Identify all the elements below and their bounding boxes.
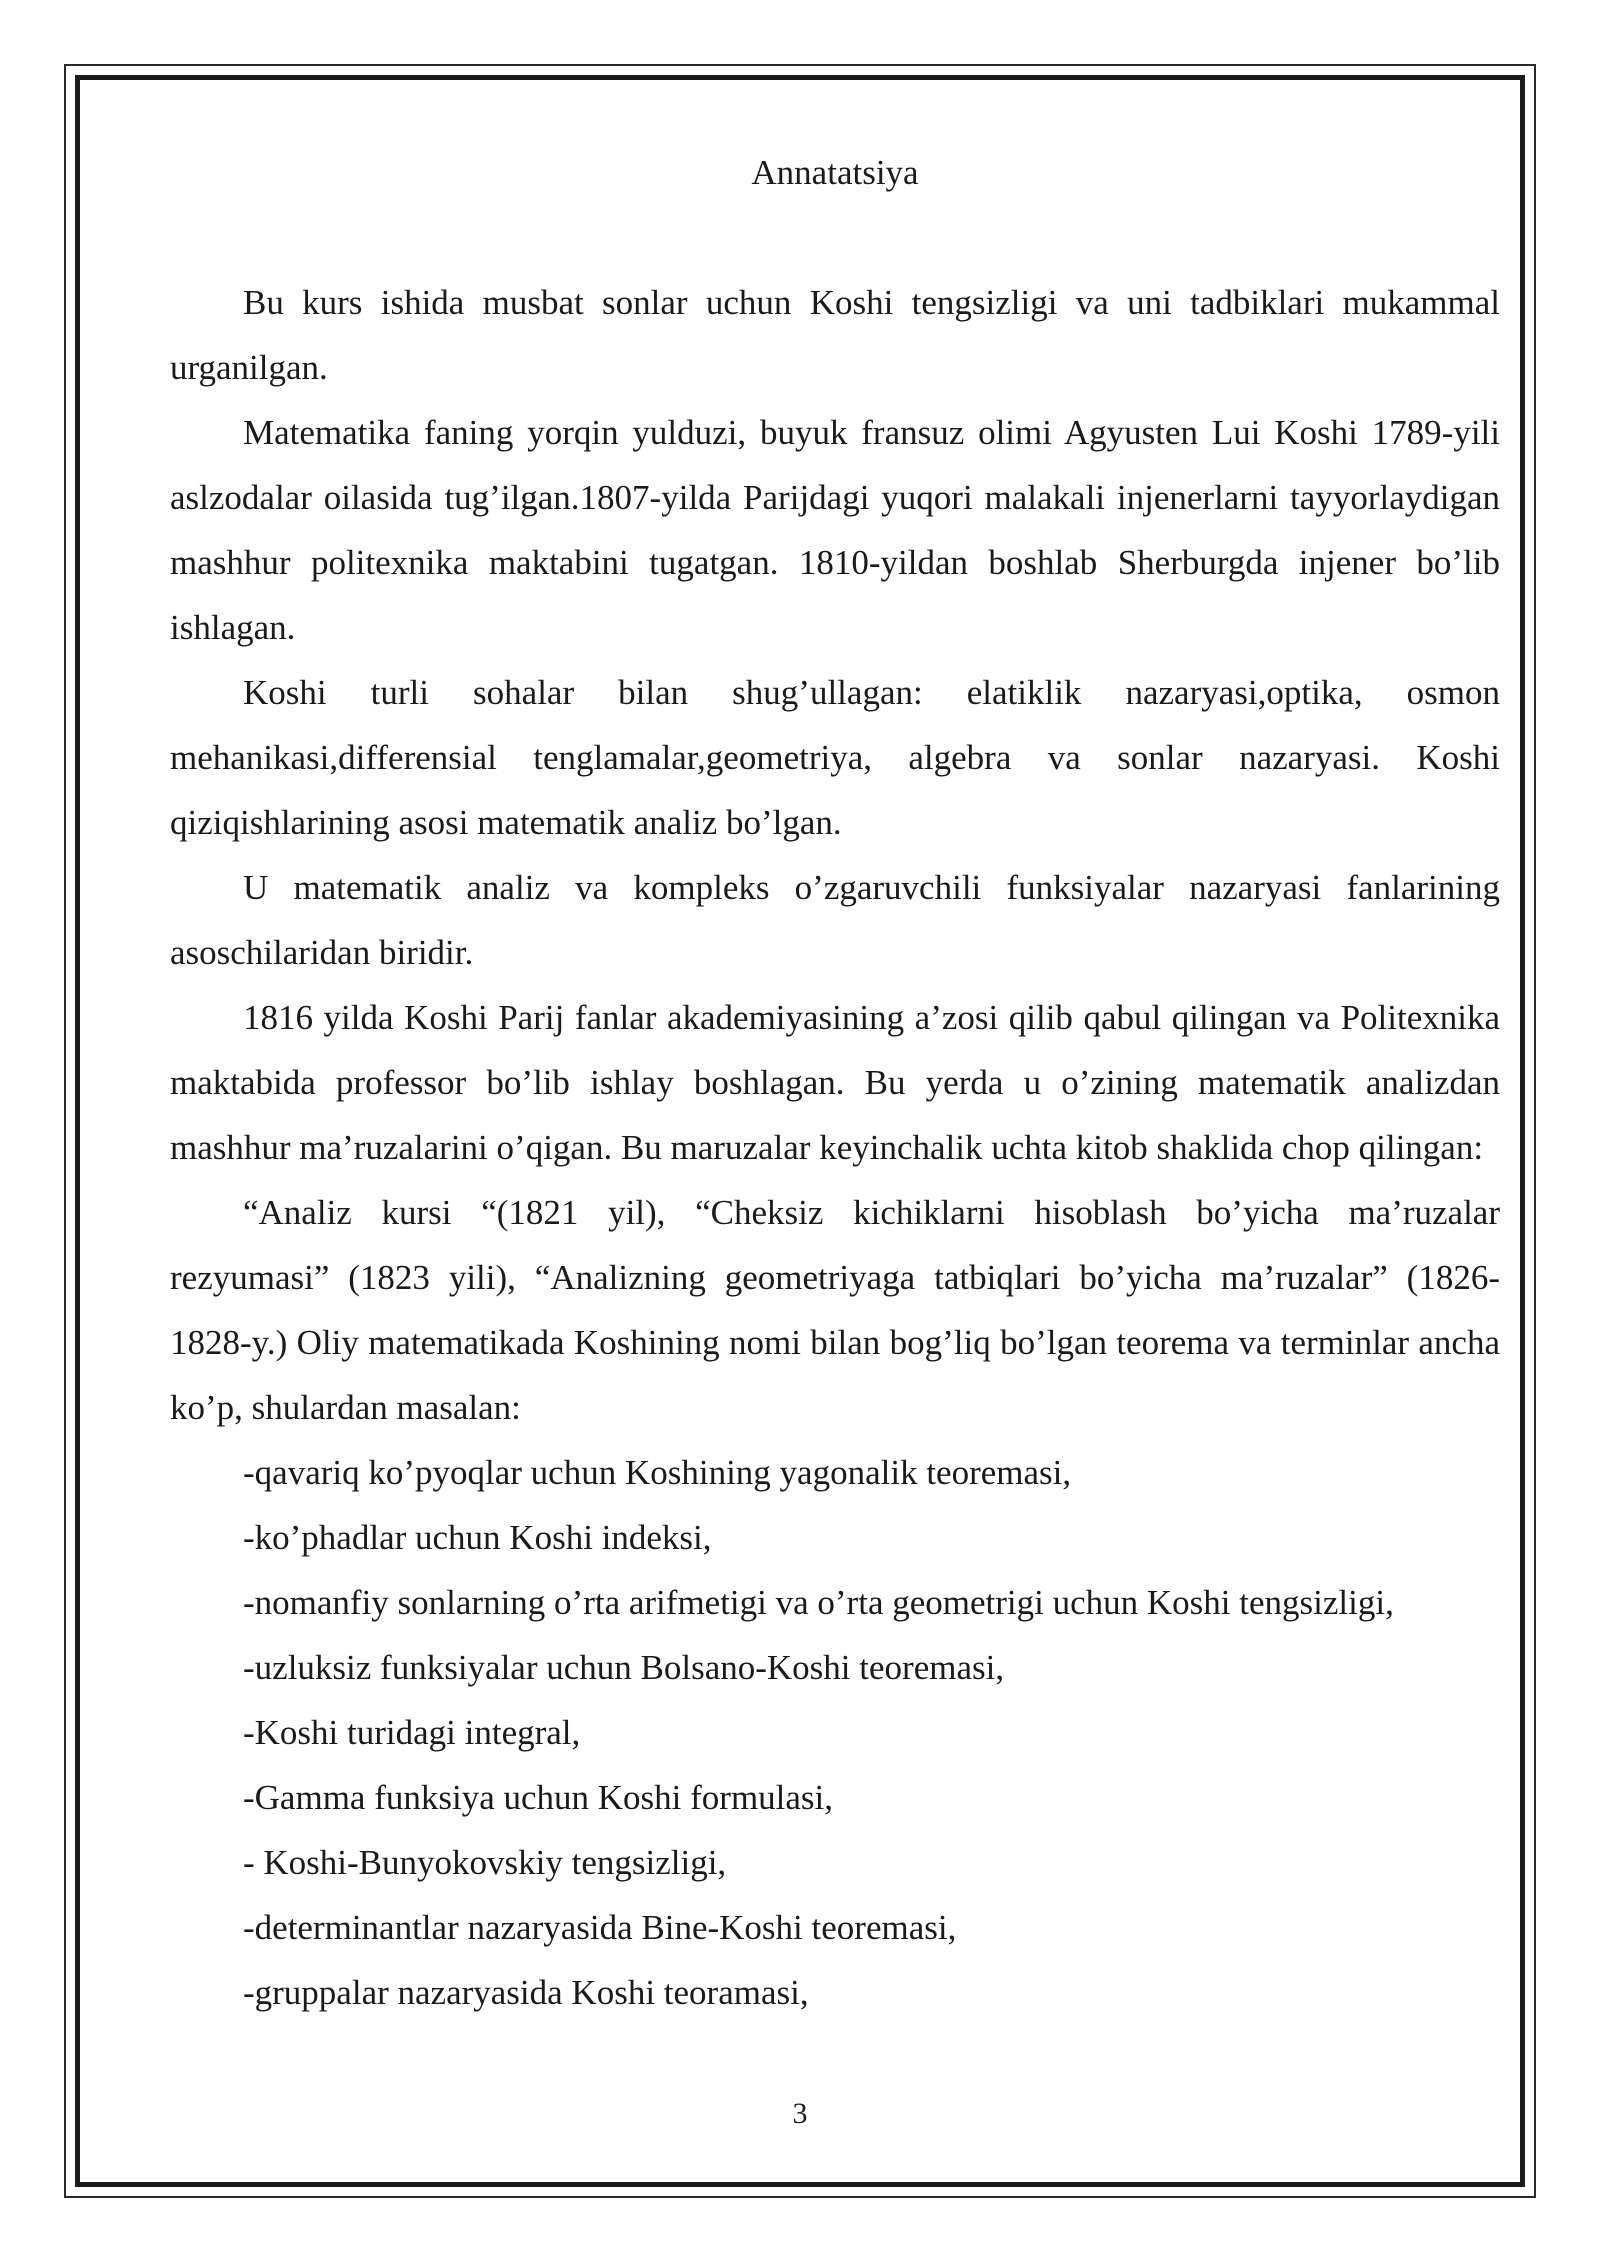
- list-item: -Koshi turidagi integral,: [243, 1713, 581, 1752]
- page-number: 3: [792, 2097, 808, 2130]
- paragraph-biography: Matematika faning yorqin yulduzi, buyuk fransuz olimi Agyusten Lui Koshi 1789-yili aslzodalar oilasida tug’ilgan.1807-yilda Parijdagi yuqori malakali injenerlarni tayyorlaydigan mashhur politexnika maktabini tugatgan. 1810-yildan boshlab Sherburgda injener bo’lib ishlagan.: [170, 413, 1500, 647]
- document-title: Annatatsiya: [751, 153, 919, 192]
- paragraph-founder: U matematik analiz va kompleks o’zgaruvchili funksiyalar nazaryasi fanlarining asoschilaridan biridir.: [170, 868, 1500, 972]
- document-body: [170, 140, 1500, 2025]
- paragraph-intro: Bu kurs ishida musbat sonlar uchun Koshi tengsizligi va uni tadbiklari mukammal urganilgan.: [170, 283, 1500, 387]
- list-item: -qavariq ko’pyoqlar uchun Koshining yagonalik teoremasi,: [243, 1453, 1072, 1492]
- list-item: -gruppalar nazaryasida Koshi teoramasi,: [243, 1973, 809, 2012]
- list-item: -determinantlar nazaryasida Bine-Koshi teoremasi,: [243, 1908, 957, 1947]
- paragraph-fields: Koshi turli sohalar bilan shug’ullagan: elatiklik nazaryasi,optika, osmon mehanikasi,differensial tenglamalar,geometriya, algebra va sonlar nazaryasi. Koshi qiziqishlarining asosi matematik analiz bo’lgan.: [170, 673, 1500, 842]
- list-item: - Koshi-Bunyokovskiy tengsizligi,: [243, 1843, 727, 1882]
- list-item: -ko’phadlar uchun Koshi indeksi,: [243, 1518, 712, 1557]
- list-item: -nomanfiy sonlarning o’rta arifmetigi va o’rta geometrigi uchun Koshi tengsizligi,: [243, 1583, 1394, 1622]
- theorem-list: [170, 1440, 1500, 2025]
- list-item: -Gamma funksiya uchun Koshi formulasi,: [243, 1778, 834, 1817]
- paragraph-academy: 1816 yilda Koshi Parij fanlar akademiyasining a’zosi qilib qabul qilingan va Politexnika maktabida professor bo’lib ishlay boshlagan. Bu yerda u o’zining matematik analizdan mashhur ma’ruzalarini o’qigan. Bu maruzalar keyinchalik uchta kitob shaklida chop qilingan:: [170, 998, 1500, 1167]
- paragraph-works: “Analiz kursi “(1821 yil), “Cheksiz kichiklarni hisoblash bo’yicha ma’ruzalar rezyumasi” (1823 yili), “Analizning geometriyaga tatbiqlari bo’yicha ma’ruzalar” (1826-1828-y.) Oliy matematikada Koshining nomi bilan bog’liq bo’lgan teorema va terminlar ancha ko’p, shulardan masalan:: [170, 1193, 1500, 1427]
- list-item: -uzluksiz funksiyalar uchun Bolsano-Koshi teoremasi,: [243, 1648, 1005, 1687]
